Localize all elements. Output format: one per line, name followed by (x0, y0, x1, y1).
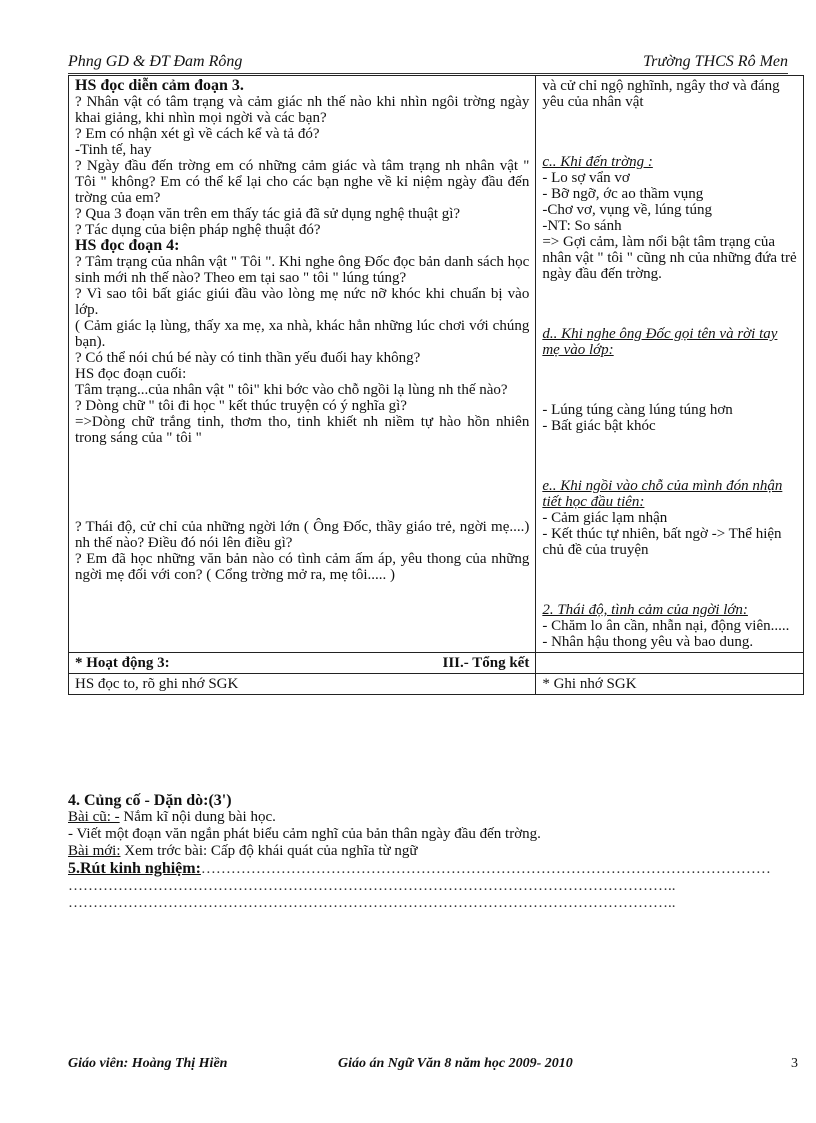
question: ? Dòng chữ " tôi đi học " kết thúc truyện có ý nghĩa gì? (75, 398, 407, 414)
dotted-line: …………………………………………………………………………………………………… (200, 861, 771, 877)
question: ? Có thể nói chú bé này có tinh thần yếu đuối hay không? (75, 350, 421, 366)
section-heading: HS đọc đoạn 4: (75, 237, 180, 254)
consolidation-heading: 4. Củng cố - Dặn dò:(3') (68, 792, 232, 809)
paragraph: ( Cảm giác lạ lùng, thấy xa mẹ, xa nhà, khác hẳn những lúc chơi với chúng bạn). (75, 318, 530, 350)
old-lesson-label: Bài cũ: - (68, 809, 120, 825)
question: ? Nhân vật có tâm trạng và cảm giác nh thế nào khi nhìn ngôi trờng ngày khai giảng, khi nhìn mọi ngời và các bạn? (75, 94, 530, 126)
experience-heading: 5.Rút kinh nghiệm: (68, 860, 201, 877)
paragraph: - Chăm lo ân cần, nhẫn nại, động viên..... (542, 618, 790, 634)
subsection-heading: e.. Khi ngồi vào chỗ của mình đón nhận tiết học đầu tiên: (542, 478, 783, 510)
activity-label: * Hoạt động 3: (75, 655, 170, 671)
dotted-line: ………………………………………………………………………………………………………….. (68, 878, 676, 894)
subsection-heading: c.. Khi đến trờng : (542, 154, 653, 170)
spacer (542, 573, 797, 587)
question: ? Em có nhận xét gì về cách kể và tả đó? (75, 126, 320, 142)
dotted-line: ………………………………………………………………………………………………………….. (68, 895, 676, 911)
header-school-office: Phng GD & ĐT Đam Rông (68, 53, 243, 70)
spacer (75, 490, 529, 504)
question: ? Vì sao tôi bất giác giúi đầu vào lòng mẹ nức nỡ khóc khi chuẩn bị vào lớp. (75, 286, 530, 318)
lesson-content (536, 76, 804, 653)
new-lesson-line (68, 843, 808, 860)
subsection-heading: d.. Khi nghe ông Đốc gọi tên và rời tay mẹ vào lớp: (542, 326, 778, 358)
post-lesson-section (68, 792, 808, 912)
paragraph: -NT: So sánh (542, 218, 622, 234)
question: ? Tâm trạng của nhân vật " Tôi ". Khi nghe ông Đốc đọc bản danh sách học sinh mới nh thế nào? Theo em tại sao " tôi " lúng túng? (75, 254, 530, 286)
summary-right-cell: * Ghi nhớ SGK (536, 674, 804, 695)
new-lesson-text: Xem trớc bài: Cấp độ khái quát của nghĩa từ ngữ (120, 843, 418, 859)
spacer (542, 449, 797, 463)
summary-left-cell: HS đọc to, rõ ghi nhớ SGK (69, 674, 536, 695)
paragraph: -Chơ vơ, vụng về, lúng túng (542, 202, 712, 218)
teacher-student-activities (69, 76, 536, 653)
new-lesson-label: Bài mới: (68, 843, 121, 859)
header-school-name: Trường THCS Rô Men (643, 53, 788, 70)
paragraph: - Bỡ ngỡ, ớc ao thầm vụng (542, 186, 704, 202)
question: ? Em đã học những văn bản nào có tình cảm ấm áp, yêu thong của những ngời mẹ đối với con? ( Cổng trờng mở ra, mẹ tôi..... ) (75, 551, 530, 583)
lesson-table (68, 75, 804, 695)
paragraph: - Cảm giác lạm nhận (542, 510, 668, 526)
subsection-heading: 2. Thái độ, tình cảm của ngời lớn: (542, 602, 748, 618)
paragraph: - Bất giác bật khóc (542, 418, 656, 434)
paragraph: - Kết thúc tự nhiên, bất ngờ -> Thể hiện chủ đề của truyện (542, 526, 782, 558)
question: ? Qua 3 đoạn văn trên em thấy tác giả đã sử dụng nghệ thuật gì? (75, 206, 461, 222)
activity-right-cell (536, 653, 804, 674)
activity-heading-cell (69, 653, 536, 674)
activity-row (69, 653, 804, 674)
homework-line: - Viết một đoạn văn ngắn phát biểu cảm nghĩ của bản thân ngày đầu đến trờng. (68, 826, 541, 842)
summary-row (69, 674, 804, 695)
paragraph: =>Dòng chữ trắng tinh, thơm tho, tinh khiết nh niềm tự hào hồn nhiên trong sáng của " tôi " (75, 414, 530, 446)
paragraph: - Lo sợ vẩn vơ (542, 170, 630, 186)
content-row (69, 76, 804, 653)
question: ? Ngày đầu đến trờng em có những cảm giác và tâm trạng nh nhân vật " Tôi " không? Em có thể kể lại cho các bạn nghe về kỉ niệm ngày đầu đến trờng của em? (75, 158, 530, 206)
section-summary-title: III.- Tổng kết (442, 655, 530, 671)
spacer (542, 373, 797, 387)
spacer (542, 125, 797, 139)
paragraph: -Tinh tế, hay (75, 142, 152, 158)
old-lesson-line (68, 809, 808, 826)
question: ? Thái độ, cử chỉ của những ngời lớn ( Ông Đốc, thầy giáo trẻ, ngời mẹ....) nh thế nào? Điều đó nói lên điều gì? (75, 519, 530, 551)
page-number: 3 (791, 1056, 798, 1071)
paragraph: và cử chỉ ngộ nghĩnh, ngây thơ và đáng yêu của nhân vật (542, 78, 780, 110)
spacer (542, 297, 797, 311)
paragraph: - Lúng túng càng lúng túng hơn (542, 402, 733, 418)
paragraph: Tâm trạng...của nhân vật " tôi" khi bớc vào chỗ ngồi lạ lùng nh thế nào? (75, 382, 508, 398)
footer-teacher: Giáo viên: Hoàng Thị Hiền (68, 1056, 228, 1071)
page-header (68, 53, 788, 74)
paragraph: HS đọc đoạn cuối: (75, 366, 187, 382)
experience-line (68, 860, 808, 878)
question: ? Tác dụng của biện pháp nghệ thuật đó? (75, 222, 321, 238)
spacer (75, 461, 529, 475)
footer-plan-title: Giáo án Ngữ Văn 8 năm học 2009- 2010 (338, 1056, 573, 1071)
paragraph: - Nhân hậu thong yêu và bao dung. (542, 634, 754, 650)
section-heading: HS đọc diễn cảm đoạn 3. (75, 77, 244, 94)
paragraph: => Gợi cảm, làm nổi bật tâm trạng của nhân vật " tôi " cũng nh của những đứa trẻ ngày đầu đến trờng. (542, 234, 797, 282)
old-lesson-text: Nắm kĩ nội dung bài học. (119, 809, 276, 825)
